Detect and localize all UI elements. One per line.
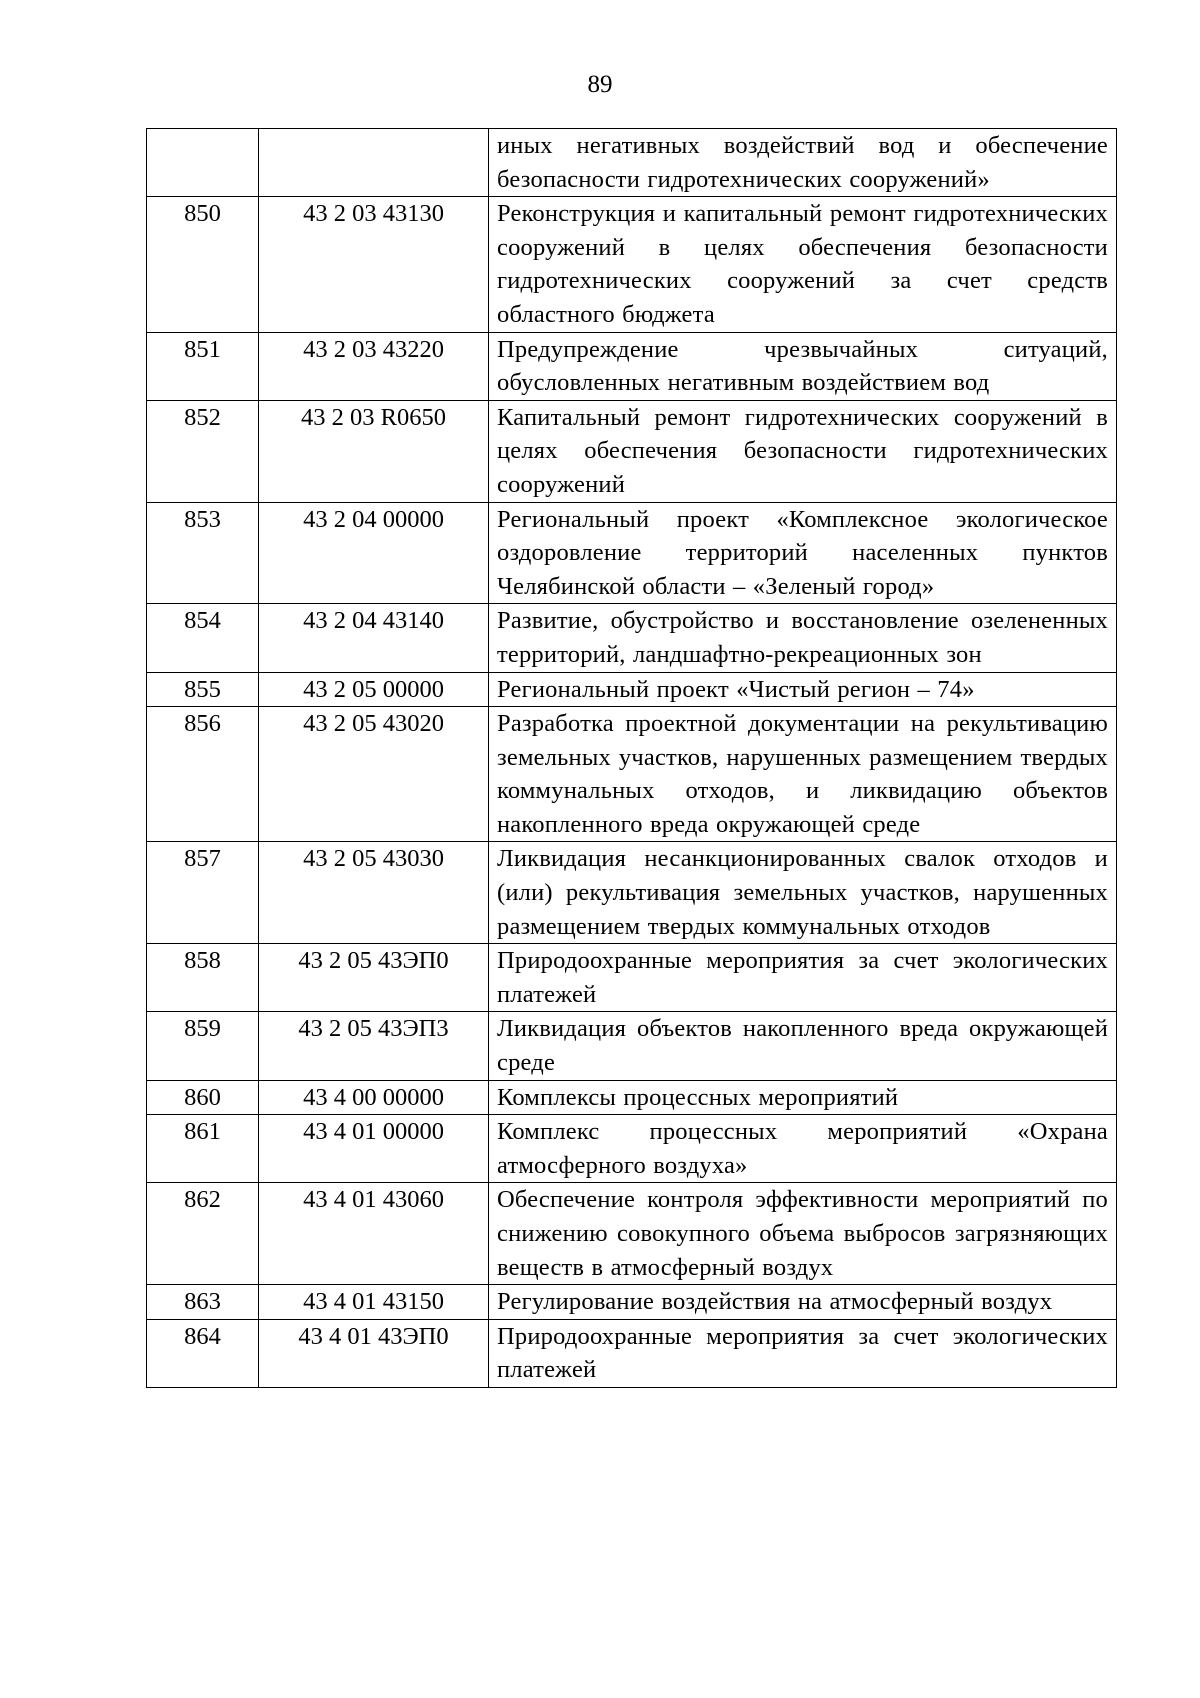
table-row [147,707,1117,842]
row-code: 43 2 05 43ЭП3 [259,1012,489,1080]
row-code: 43 4 01 43060 [259,1183,489,1285]
row-code: 43 4 01 43ЭП0 [259,1319,489,1387]
row-code: 43 4 01 00000 [259,1115,489,1183]
row-number: 860 [147,1080,259,1115]
row-description: Регулирование воздействия на атмосферный воздух [489,1285,1117,1320]
row-description: Предупреждение чрезвычайных ситуаций, обусловленных негативным воздействием вод [489,332,1117,400]
table-row [147,332,1117,400]
row-description: Ликвидация несанкционированных свалок отходов и (или) рекультивация земельных участков, нарушенных размещением твердых коммунальных отходов [489,842,1117,944]
table-row [147,400,1117,502]
row-number: 854 [147,604,259,672]
table-row [147,502,1117,604]
row-code: 43 2 04 43140 [259,604,489,672]
row-number: 863 [147,1285,259,1320]
row-description: Природоохранные мероприятия за счет экологических платежей [489,1319,1117,1387]
row-number: 862 [147,1183,259,1285]
row-description: Природоохранные мероприятия за счет экологических платежей [489,944,1117,1012]
row-code: 43 2 03 43220 [259,332,489,400]
row-description: Комплексы процессных мероприятий [489,1080,1117,1115]
table-row [147,1285,1117,1320]
table-row [147,1080,1117,1115]
table-row [147,197,1117,332]
row-code: 43 4 01 43150 [259,1285,489,1320]
row-description: Региональный проект «Комплексное экологическое оздоровление территорий населенных пунктов Челябинской области – «Зеленый город» [489,502,1117,604]
row-code: 43 4 00 00000 [259,1080,489,1115]
row-code: 43 2 05 43ЭП0 [259,944,489,1012]
row-code [259,129,489,197]
row-code: 43 2 05 00000 [259,672,489,707]
row-number: 856 [147,707,259,842]
row-number: 852 [147,400,259,502]
row-code: 43 2 05 43030 [259,842,489,944]
row-description: Ликвидация объектов накопленного вреда окружающей среде [489,1012,1117,1080]
row-code: 43 2 05 43020 [259,707,489,842]
table-row [147,1183,1117,1285]
row-number: 853 [147,502,259,604]
row-description: Обеспечение контроля эффективности мероприятий по снижению совокупного объема выбросов загрязняющих веществ в атмосферный воздух [489,1183,1117,1285]
table-row [147,129,1117,197]
table-body [147,129,1117,1388]
row-description: иных негативных воздействий вод и обеспечение безопасности гидротехнических сооружений» [489,129,1117,197]
code-table [146,128,1117,1388]
page-number: 89 [587,71,613,98]
row-number: 864 [147,1319,259,1387]
row-number: 855 [147,672,259,707]
row-description: Разработка проектной документации на рекультивацию земельных участков, нарушенных размещением твердых коммунальных отходов, и ликвидацию объектов накопленного вреда окружающей среде [489,707,1117,842]
row-description: Комплекс процессных мероприятий «Охрана атмосферного воздуха» [489,1115,1117,1183]
row-description: Капитальный ремонт гидротехнических сооружений в целях обеспечения безопасности гидротехнических сооружений [489,400,1117,502]
row-number [147,129,259,197]
row-number: 851 [147,332,259,400]
table-row [147,604,1117,672]
table-row [147,1319,1117,1387]
row-number: 859 [147,1012,259,1080]
row-description: Региональный проект «Чистый регион – 74» [489,672,1117,707]
table-row [147,1115,1117,1183]
table-row [147,842,1117,944]
row-number: 858 [147,944,259,1012]
row-number: 857 [147,842,259,944]
table-row [147,944,1117,1012]
table-row [147,672,1117,707]
row-description: Реконструкция и капитальный ремонт гидротехнических сооружений в целях обеспечения безопасности гидротехнических сооружений за счет средств областного бюджета [489,197,1117,332]
table-row [147,1012,1117,1080]
row-description: Развитие, обустройство и восстановление озелененных территорий, ландшафтно-рекреационных зон [489,604,1117,672]
row-number: 850 [147,197,259,332]
row-code: 43 2 03 43130 [259,197,489,332]
row-number: 861 [147,1115,259,1183]
row-code: 43 2 03 R0650 [259,400,489,502]
row-code: 43 2 04 00000 [259,502,489,604]
